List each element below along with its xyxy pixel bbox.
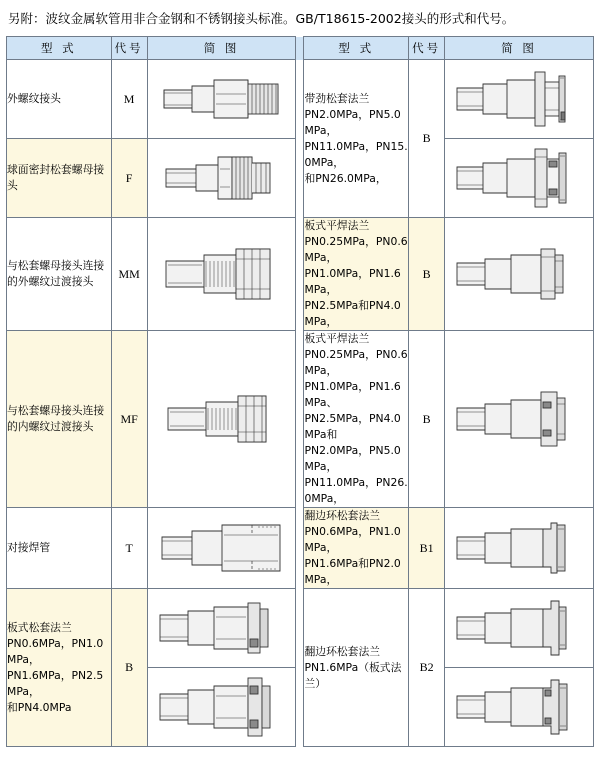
row-figure-mf [147, 331, 296, 508]
header-code-left: 代号 [111, 37, 147, 60]
row-name-t: 对接焊管 [7, 508, 112, 589]
row-code-ribbed-flange: B [409, 60, 445, 218]
plate-flat-weld-flange-icon [449, 235, 589, 313]
row-code-plate-loose-flange: B [111, 589, 147, 747]
row-figure-f [147, 139, 296, 218]
table-row [7, 508, 594, 589]
row-figure-lap-joint-3 [445, 668, 594, 747]
row-name-ribbed-flange: 带劲松套法兰 PN2.0MPa，PN5.0MPa， PN11.0MPa，PN15.0MPa， 和PN26.0MPa， [304, 60, 409, 218]
row-name-lap-joint-2: 翻边环松套法兰 PN1.6MPa（板式法兰） [304, 589, 409, 747]
table-header-row [7, 37, 594, 60]
plate-flat-weld-flange-icon-2 [449, 380, 589, 458]
column-gap [296, 60, 304, 139]
row-code-m: M [111, 60, 147, 139]
row-code-t: T [111, 508, 147, 589]
row-name-plate-loose-flange: 板式松套法兰 PN0.6MPa，PN1.0MPa， PN1.6MPa，PN2.5MPa， 和PN4.0MPa [7, 589, 112, 747]
row-name-mf: 与松套螺母接头连接的内螺纹过渡接头 [7, 331, 112, 508]
table-row [7, 139, 594, 218]
ribbed-loose-flange-icon [449, 60, 589, 138]
lap-joint-flange-icon-2 [449, 589, 589, 667]
row-figure-plate-loose-flange-2 [147, 668, 296, 747]
header-figure-left: 简 图 [147, 37, 296, 60]
table-row [7, 218, 594, 331]
female-transition-joint-icon [152, 380, 292, 458]
row-figure-mm [147, 218, 296, 331]
row-figure-m [147, 60, 296, 139]
lap-joint-flange-icon [449, 509, 589, 587]
table-row [7, 331, 594, 508]
table-row [7, 60, 594, 139]
table-row [7, 589, 594, 668]
row-code-plate-flat-weld-2: B [409, 331, 445, 508]
column-gap [296, 331, 304, 508]
header-figure-right: 简 图 [445, 37, 594, 60]
male-thread-joint-icon [152, 60, 292, 138]
column-gap [296, 589, 304, 668]
row-name-f: 球面密封松套螺母接头 [7, 139, 112, 218]
row-code-lap-joint-2: B2 [409, 589, 445, 747]
ribbed-loose-flange-icon-2 [449, 139, 589, 217]
row-figure-ribbed-flange [445, 60, 594, 139]
row-figure-ribbed-flange-2 [445, 139, 594, 218]
male-transition-joint-icon [152, 235, 292, 313]
header-code-right: 代号 [409, 37, 445, 60]
joint-types-table [6, 36, 594, 747]
column-gap [296, 668, 304, 747]
butt-weld-pipe-icon [152, 509, 292, 587]
row-figure-lap-joint [445, 508, 594, 589]
column-gap [296, 139, 304, 218]
row-figure-plate-flat-weld [445, 218, 594, 331]
row-figure-plate-loose-flange [147, 589, 296, 668]
row-name-plate-flat-weld-2: 板式平焊法兰 PN0.25MPa，PN0.6MPa， PN1.0MPa，PN1.6MPa、 PN2.5MPa，PN4.0MPa和 PN2.0MPa，PN5.0MPa， PN11.0MPa，PN26.0MPa， [304, 331, 409, 508]
row-name-m: 外螺纹接头 [7, 60, 112, 139]
row-code-mf: MF [111, 331, 147, 508]
row-name-lap-joint: 翻边环松套法兰 PN0.6MPa，PN1.0MPa， PN1.6MPa和PN2.0MPa， [304, 508, 409, 589]
row-name-plate-flat-weld: 板式平焊法兰 PN0.25MPa，PN0.6MPa， PN1.0MPa，PN1.6MPa， PN2.5MPa和PN4.0MPa， [304, 218, 409, 331]
column-gap [296, 218, 304, 331]
row-figure-t [147, 508, 296, 589]
lap-joint-flange-icon-3 [449, 668, 589, 746]
page-title: 另附：波纹金属软管用非合金钢和不锈钢接头标准。GB/T18615-2002接头的形式和代号。 [8, 11, 515, 26]
column-gap [296, 37, 304, 60]
plate-loose-flange-icon [152, 589, 292, 667]
row-figure-lap-joint-2 [445, 589, 594, 668]
column-gap [296, 508, 304, 589]
row-code-lap-joint: B1 [409, 508, 445, 589]
row-figure-plate-flat-weld-2 [445, 331, 594, 508]
row-code-f: F [111, 139, 147, 218]
row-code-plate-flat-weld: B [409, 218, 445, 331]
plate-loose-flange-icon-2 [152, 668, 292, 746]
row-code-mm: MM [111, 218, 147, 331]
header-type-left: 型 式 [7, 37, 112, 60]
spherical-seal-union-nut-icon [152, 139, 292, 217]
row-name-mm: 与松套螺母接头连接的外螺纹过渡接头 [7, 218, 112, 331]
header-type-right: 型 式 [304, 37, 409, 60]
